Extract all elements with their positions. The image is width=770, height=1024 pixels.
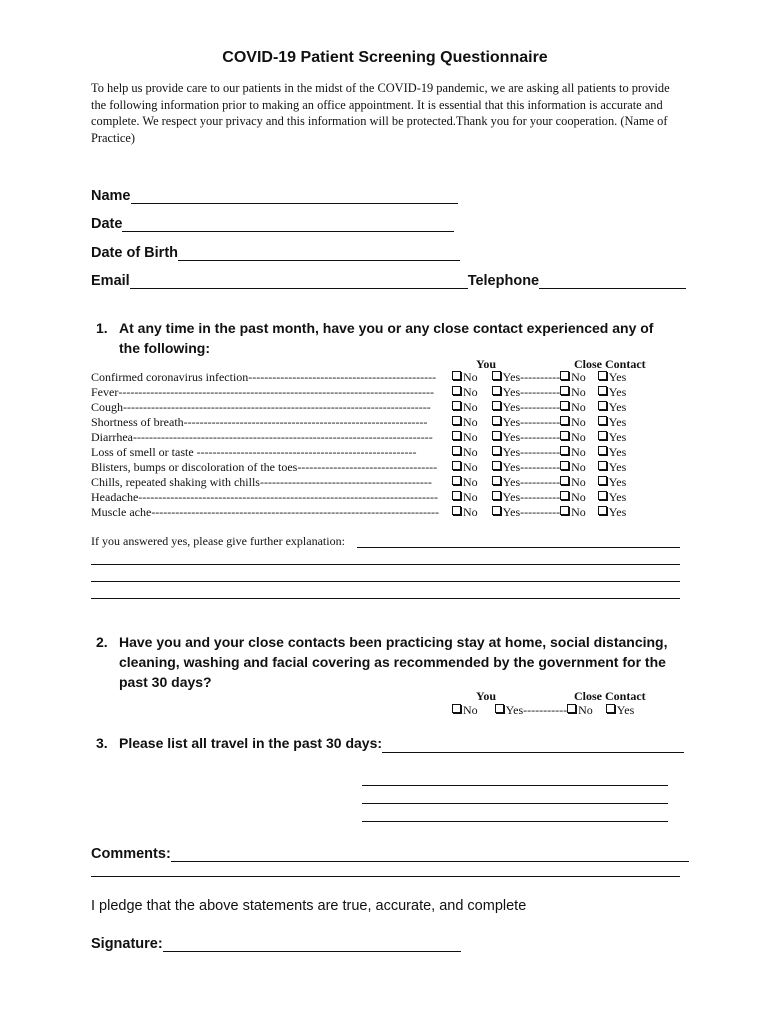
close-yes-option[interactable]: Yes [598, 475, 626, 489]
checkbox-icon [598, 416, 607, 425]
you-yes-option[interactable]: Yes [492, 460, 520, 474]
symptom-label: Muscle ache [91, 505, 152, 519]
close-yes-option[interactable]: Yes [598, 445, 626, 459]
dash-leader: ------------------------------------------------------------- [183, 415, 428, 429]
you-no-option[interactable]: No [452, 370, 478, 384]
travel-line-1[interactable] [382, 737, 684, 753]
checkbox-icon [560, 506, 569, 515]
close-no-option[interactable]: No [560, 505, 586, 519]
name-label: Name [91, 188, 131, 204]
comments-label: Comments [91, 846, 166, 862]
close-yes-option[interactable]: Yes [598, 415, 626, 429]
checkbox-icon [492, 491, 501, 500]
symptom-row [91, 430, 681, 445]
checkbox-icon [492, 431, 501, 440]
you-yes-option[interactable]: Yes [492, 475, 520, 489]
date-field-row [91, 214, 454, 232]
checkbox-icon [598, 461, 607, 470]
dash-leader: --------------------------------------------------------------------------- [132, 430, 433, 444]
you-no-option[interactable]: No [452, 385, 478, 399]
checkbox-icon [598, 446, 607, 455]
symptom-row [91, 505, 681, 520]
q3-text: Please list all travel in the past 30 days: [119, 735, 383, 751]
explanation-line-2[interactable] [91, 564, 680, 565]
close-no-option[interactable]: No [560, 385, 586, 399]
you-no-option[interactable]: No [452, 475, 478, 489]
close-no-option[interactable]: No [560, 400, 586, 414]
symptom-answers: No Yes---------- No Yes [452, 475, 626, 490]
dash-leader: ----------------------------------------------------------------------------- [123, 400, 431, 414]
q1-number: 1. [96, 320, 108, 336]
close-no-option[interactable]: No [560, 475, 586, 489]
checkbox-icon [452, 704, 461, 713]
dash-leader: ------------------------------------------------------------------------ [151, 505, 440, 519]
q1-close-contact-header: Close Contact [574, 357, 646, 371]
checkbox-icon [452, 506, 461, 515]
pledge-text: I pledge that the above statements are true, accurate, and complete [91, 898, 527, 914]
you-yes-option[interactable]: Yes [492, 430, 520, 444]
checkbox-icon [452, 461, 461, 470]
checkbox-icon [492, 506, 501, 515]
checkbox-icon [495, 704, 504, 713]
question-2 [96, 632, 671, 692]
q2-text: Have you and your close contacts been practicing stay at home, social distancing, cleaning, washing and facial covering as recommended by the government for the past 30 days? [119, 634, 668, 690]
checkbox-icon [560, 431, 569, 440]
date-input[interactable] [122, 217, 454, 232]
checkbox-icon [492, 371, 501, 380]
symptom-answers: No Yes---------- No Yes [452, 430, 626, 445]
dob-label: Date of Birth [91, 245, 178, 261]
checkbox-icon [492, 461, 501, 470]
q1-you-header: You [476, 357, 497, 371]
checkbox-icon [452, 491, 461, 500]
q2-number: 2. [96, 634, 108, 650]
checkbox-icon [567, 704, 576, 713]
q1-text: At any time in the past month, have you or any close contact experienced any of the following: [119, 320, 654, 356]
q2-close-contact-header: Close Contact [574, 689, 646, 703]
close-no-option[interactable]: No [560, 490, 586, 504]
checkbox-icon [492, 401, 501, 410]
q2-close-yes[interactable]: Yes [606, 703, 634, 717]
symptom-answers: No Yes---------- No Yes [452, 460, 626, 475]
telephone-input[interactable] [539, 274, 686, 289]
you-no-option[interactable]: No [452, 445, 478, 459]
checkbox-icon [598, 491, 607, 500]
comments-line-2[interactable] [91, 876, 680, 877]
q2-you-header: You [476, 689, 497, 703]
dash-leader: ------------------------------------------------------- [196, 445, 417, 459]
q3-number: 3. [96, 735, 108, 751]
email-label: Email [91, 273, 130, 289]
symptom-answers: No Yes---------- No Yes [452, 490, 626, 505]
checkbox-icon [598, 506, 607, 515]
you-yes-option[interactable]: Yes [492, 490, 520, 504]
symptom-row [91, 415, 681, 430]
checkbox-icon [452, 386, 461, 395]
explanation-line-4[interactable] [91, 598, 680, 599]
close-yes-option[interactable]: Yes [598, 505, 626, 519]
symptom-answers: No Yes---------- No Yes [452, 415, 626, 430]
checkbox-icon [452, 371, 461, 380]
explanation-line-3[interactable] [91, 581, 680, 582]
q2-you-yes[interactable]: Yes [495, 703, 523, 717]
dash-leader: ------------------------------------------------------------------------------- [118, 385, 435, 399]
close-yes-option[interactable]: Yes [598, 370, 626, 384]
close-no-option[interactable]: No [560, 370, 586, 384]
you-no-option[interactable]: No [452, 490, 478, 504]
date-label: Date [91, 216, 123, 232]
page-title: COVID-19 Patient Screening Questionnaire [222, 49, 548, 66]
checkbox-icon [452, 446, 461, 455]
you-no-option[interactable]: No [452, 415, 478, 429]
you-yes-option[interactable]: Yes [492, 370, 520, 384]
you-yes-option[interactable]: Yes [492, 400, 520, 414]
explanation-line-1[interactable] [357, 547, 680, 548]
telephone-label: Telephone [467, 273, 540, 289]
dash-leader: --------------------------------------------------------------------------- [138, 490, 439, 504]
symptom-row [91, 370, 681, 385]
you-yes-option[interactable]: Yes [492, 385, 520, 399]
close-yes-option[interactable]: Yes [598, 400, 626, 414]
checkbox-icon [492, 386, 501, 395]
you-no-option[interactable]: No [452, 400, 478, 414]
comments-row: Comments : [91, 844, 689, 862]
checkbox-icon [492, 446, 501, 455]
symptom-label: Shortness of breath [91, 415, 184, 429]
symptom-row [91, 445, 681, 460]
symptom-answers: No Yes---------- No Yes [452, 445, 626, 460]
symptom-label: Loss of smell or taste [91, 445, 197, 459]
explanation-prompt: If you answered yes, please give further explanation: [91, 534, 345, 548]
you-yes-option[interactable]: Yes [492, 505, 520, 519]
symptom-label: Cough [91, 400, 124, 414]
symptom-label: Diarrhea [91, 430, 133, 444]
symptom-label: Headache [91, 490, 139, 504]
you-yes-option[interactable]: Yes [492, 415, 520, 429]
q2-you-no[interactable]: No [452, 703, 478, 717]
email-field-row [91, 271, 686, 289]
question-3 [96, 733, 684, 753]
checkbox-icon [452, 416, 461, 425]
symptom-answers: No Yes---------- No Yes [452, 400, 626, 415]
checkbox-icon [560, 401, 569, 410]
signature-row [91, 934, 461, 952]
comments-input[interactable] [171, 847, 689, 862]
travel-line-4[interactable] [362, 821, 668, 822]
close-no-option[interactable]: No [560, 445, 586, 459]
close-no-option[interactable]: No [560, 460, 586, 474]
symptom-label: Blisters, bumps or discoloration of the toes [91, 460, 298, 474]
name-field-row [91, 186, 458, 204]
symptom-label: Chills, repeated shaking with chills [91, 475, 260, 489]
close-yes-option[interactable]: Yes [598, 385, 626, 399]
signature-input[interactable] [163, 937, 461, 952]
travel-line-2[interactable] [362, 785, 668, 786]
symptom-answers: No Yes---------- No Yes [452, 385, 626, 400]
symptom-row [91, 400, 681, 415]
dob-field-row [91, 243, 460, 261]
symptom-label: Confirmed coronavirus infection [91, 370, 249, 384]
checkbox-icon [560, 476, 569, 485]
dash-leader: ------------------------------------------- [259, 475, 432, 489]
q2-answers: No Yes----------- No Yes [452, 703, 634, 718]
symptom-row [91, 385, 681, 400]
checkbox-icon [598, 386, 607, 395]
checkbox-icon [560, 416, 569, 425]
checkbox-icon [560, 386, 569, 395]
dob-input[interactable] [178, 246, 460, 261]
checkbox-icon [598, 476, 607, 485]
close-no-option[interactable]: No [560, 415, 586, 429]
you-no-option[interactable]: No [452, 505, 478, 519]
checkbox-icon [452, 476, 461, 485]
close-yes-option[interactable]: Yes [598, 430, 626, 444]
checkbox-icon [606, 704, 615, 713]
intro-paragraph: To help us provide care to our patients in the midst of the COVID-19 pandemic, we are asking all patients to provide the following information prior to making an office appointment. It is essential that this information is accurate and complete. We respect your privacy and this information will be protected.Thank you for your cooperation. (Name of Practice) [91, 81, 670, 145]
checkbox-icon [598, 371, 607, 380]
checkbox-icon [560, 371, 569, 380]
q2-close-no[interactable]: No [567, 703, 593, 717]
close-yes-option[interactable]: Yes [598, 490, 626, 504]
question-1 [96, 318, 666, 358]
checkbox-icon [492, 476, 501, 485]
symptom-answers: No Yes---------- No Yes [452, 370, 626, 385]
checkbox-icon [452, 431, 461, 440]
symptom-label: Fever [91, 385, 119, 399]
email-input[interactable] [130, 274, 468, 289]
checkbox-icon [560, 446, 569, 455]
symptom-row [91, 490, 681, 505]
checkbox-icon [598, 401, 607, 410]
checkbox-icon [598, 431, 607, 440]
symptom-row [91, 460, 681, 475]
symptom-row [91, 475, 681, 490]
name-input[interactable] [131, 189, 458, 204]
dash-leader: ----------------------------------- [297, 460, 438, 474]
signature-label: Signature: [91, 936, 163, 952]
checkbox-icon [492, 416, 501, 425]
checkbox-icon [452, 401, 461, 410]
dash-leader: ----------------------------------------------- [248, 370, 437, 384]
symptom-answers: No Yes---------- No Yes [452, 505, 626, 520]
you-yes-option[interactable]: Yes [492, 445, 520, 459]
close-no-option[interactable]: No [560, 430, 586, 444]
you-no-option[interactable]: No [452, 430, 478, 444]
close-yes-option[interactable]: Yes [598, 460, 626, 474]
travel-line-3[interactable] [362, 803, 668, 804]
checkbox-icon [560, 491, 569, 500]
you-no-option[interactable]: No [452, 460, 478, 474]
checkbox-icon [560, 461, 569, 470]
